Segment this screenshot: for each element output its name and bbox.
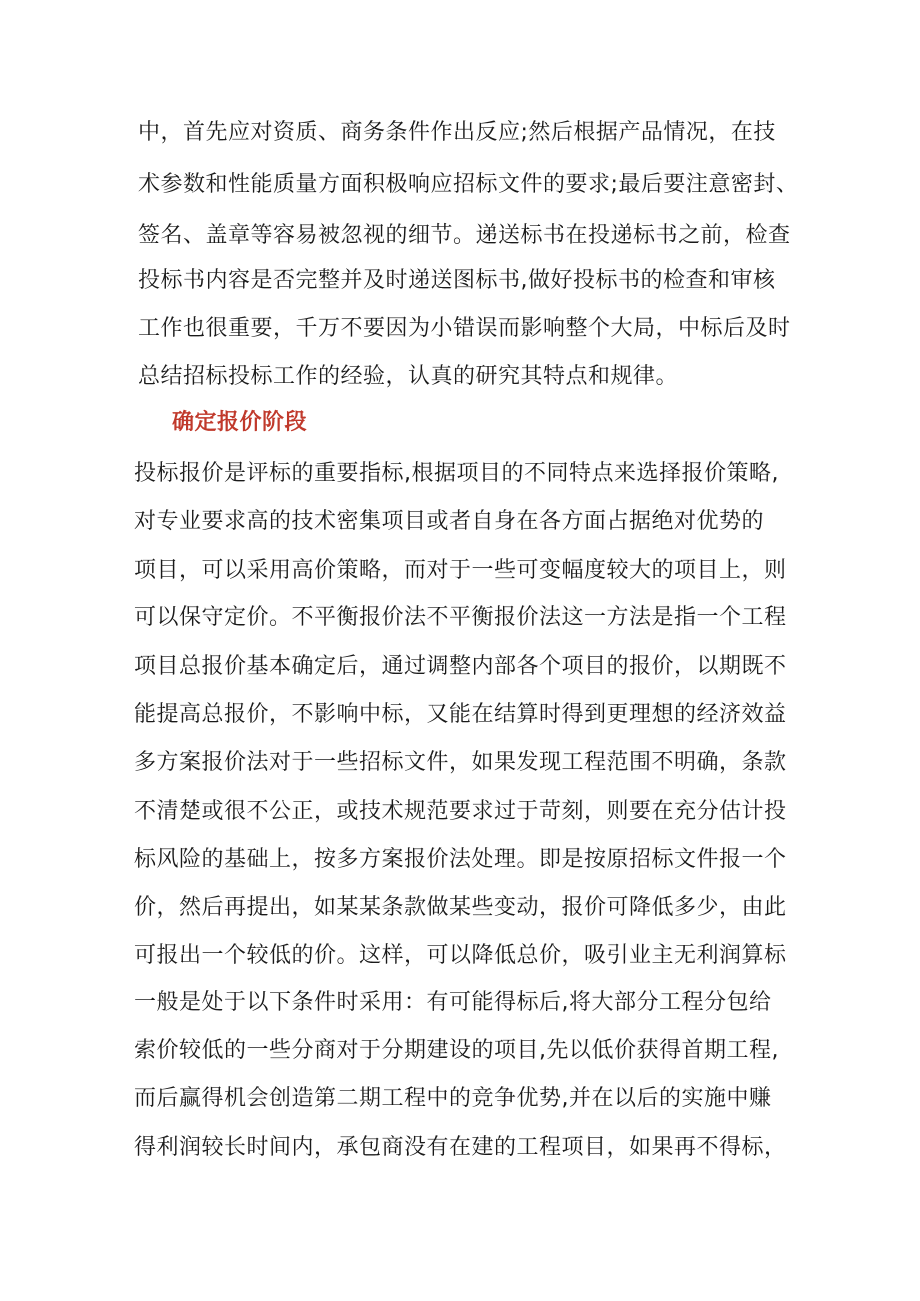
- paragraph-line: 不清楚或很不公正，或技术规范要求过于苛刻，则要在充分估计投: [134, 799, 787, 824]
- paragraph-line: 价，然后再提出，如某某条款做某些变动，报价可降低多少，由此: [134, 895, 787, 920]
- paragraph-line: 项目总报价基本确定后，通过调整内部各个项目的报价，以期既不: [134, 654, 787, 679]
- paragraph-line: 投标书内容是否完整并及时递送图标书,做好投标书的检查和审核: [138, 268, 776, 293]
- paragraph-line: 中，首先应对资质、商务条件作出反应;然后根据产品情况，在技: [138, 120, 776, 145]
- section-heading: 确定报价阶段: [172, 410, 308, 435]
- paragraph-line: 多方案报价法对于一些招标文件，如果发现工程范围不明确，条款: [134, 750, 787, 775]
- paragraph-line: 可以保守定价。不平衡报价法不平衡报价法这一方法是指一个工程: [134, 605, 787, 630]
- paragraph-line: 总结招标投标工作的经验，认真的研究其特点和规律。: [138, 364, 679, 389]
- paragraph-line: 标风险的基础上，按多方案报价法处理。即是按原招标文件报一个: [134, 847, 787, 872]
- paragraph-line: 术参数和性能质量方面积极响应招标文件的要求;最后要注意密封、: [138, 172, 799, 197]
- paragraph-line: 对专业要求高的技术密集项目或者自身在各方面占据绝对优势的: [134, 509, 765, 534]
- paragraph-line: 能提高总报价，不影响中标，又能在结算时得到更理想的经济效益: [134, 702, 787, 727]
- paragraph-line: 得利润较长时间内，承包商没有在建的工程项目，如果再不得标，: [134, 1135, 787, 1160]
- paragraph-line: 项目，可以采用高价策略，而对于一些可变幅度较大的项目上，则: [134, 558, 787, 583]
- paragraph-line: 可报出一个较低的价。这样，可以降低总价，吸引业主无利润算标: [134, 943, 787, 968]
- paragraph-line: 一般是处于以下条件时采用：有可能得标后,将大部分工程分包给: [134, 990, 772, 1015]
- paragraph-line: 签名、盖章等容易被忽视的细节。递送标书在投递标书之前，检查: [138, 223, 791, 248]
- paragraph-line: 投标报价是评标的重要指标,根据项目的不同特点来选择报价策略,: [134, 461, 779, 486]
- paragraph-line: 工作也很重要，千万不要因为小错误而影响整个大局，中标后及时: [138, 316, 791, 341]
- paragraph-line: 索价较低的一些分商对于分期建设的项目,先以低价获得首期工程,: [134, 1038, 779, 1063]
- paragraph-line: 而后赢得机会创造第二期工程中的竞争优势,并在以后的实施中赚: [134, 1086, 772, 1111]
